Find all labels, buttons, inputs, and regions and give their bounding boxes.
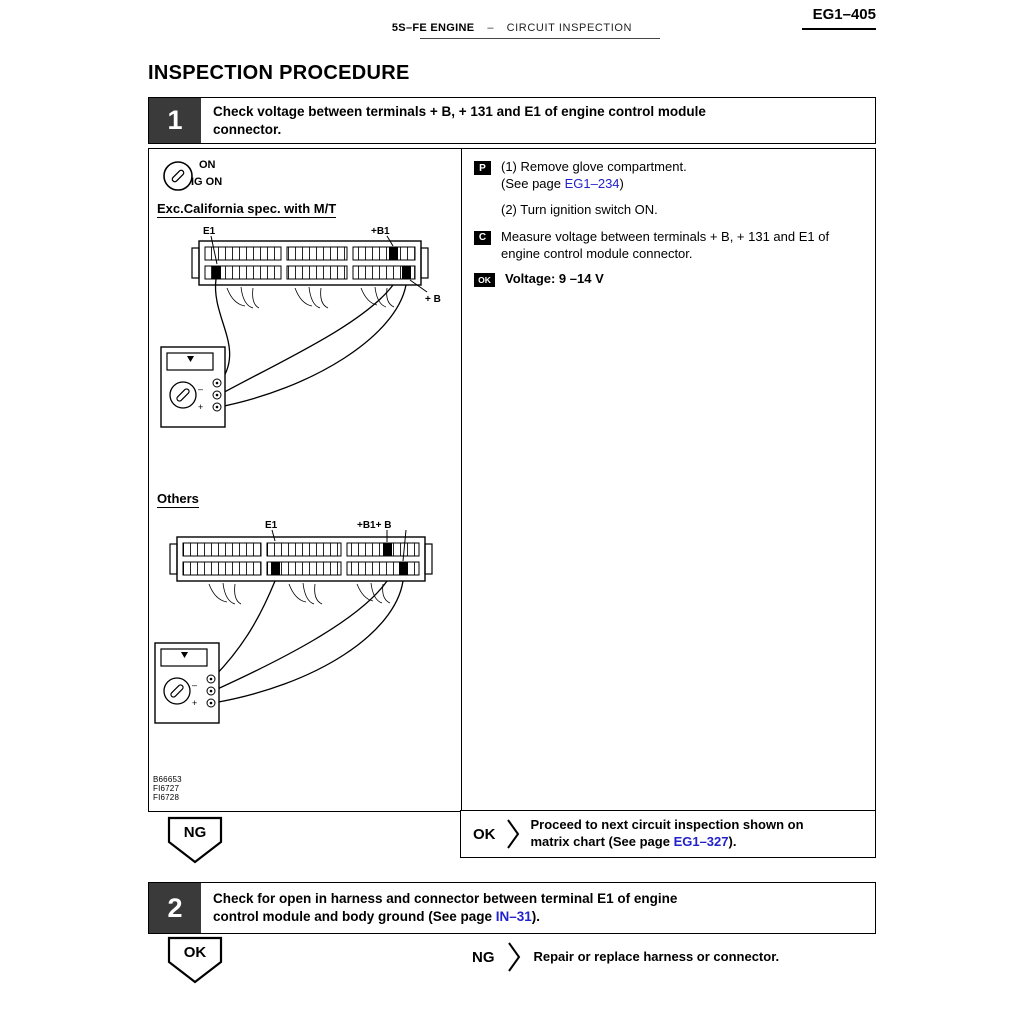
- ok-result-text: [531, 817, 841, 851]
- ok-result-box: [460, 810, 876, 858]
- check-badge: C: [474, 231, 491, 245]
- meter-minus-mark: –: [192, 680, 198, 690]
- diagram2-label-e1: E1: [265, 520, 278, 531]
- diagram2-label-b1-b: +B1+ B: [357, 520, 392, 531]
- step2-number-tile: 2: [149, 883, 201, 933]
- ok-spec-row: [474, 271, 863, 288]
- instruction-2: (2) Turn ignition switch ON.: [501, 201, 658, 217]
- see-page-link-eg1-234[interactable]: EG1–234: [564, 175, 620, 191]
- diagram1-label-e1: E1: [203, 226, 216, 237]
- harness-squiggles: [227, 287, 394, 308]
- ok-result-suffix: ).: [728, 834, 737, 849]
- ok-result-label: OK: [473, 825, 496, 843]
- ignition-on-label: ON: [199, 159, 216, 171]
- harness-squiggles: [209, 583, 390, 604]
- step2-header-box: [148, 882, 876, 934]
- diagram1-label-b: + B: [425, 294, 441, 305]
- step1-main-box: [148, 148, 876, 812]
- diagram1-label-b1: +B1: [371, 226, 390, 237]
- running-head-dash: –: [487, 22, 494, 34]
- result-chevron-icon: [506, 817, 521, 851]
- ng-arrow: [166, 816, 224, 864]
- result-chevron-icon: [507, 940, 522, 974]
- meter-plus-mark: +: [192, 698, 198, 708]
- step2-heading: [213, 883, 683, 926]
- ignition-ig-on-label: IG ON: [191, 176, 223, 188]
- connector-diagram-others: [149, 515, 461, 729]
- diagram-column: [149, 149, 461, 811]
- connector-strip: [192, 241, 428, 285]
- running-head-section: CIRCUIT INSPECTION: [506, 22, 633, 34]
- meter-plus-mark: +: [198, 402, 204, 412]
- running-head: [0, 22, 1024, 34]
- step1-heading: Check voltage between terminals + B, + 131 and E1 of engine control module connector.: [213, 104, 706, 138]
- ng-result-row: [460, 940, 876, 974]
- connector-diagram-exc-california: [149, 221, 461, 437]
- instruction-1: (1) Remove glove compartment.: [501, 159, 687, 174]
- figure-code: FI6728: [153, 793, 180, 802]
- voltage-spec: Voltage: 9 –14 V: [505, 271, 604, 287]
- step2-heading-suffix: ).: [531, 909, 541, 925]
- see-page-link-eg1-327[interactable]: EG1–327: [673, 834, 729, 849]
- ok-result-prefix: Proceed to next circuit inspection shown on matrix chart (See page: [530, 817, 804, 849]
- check-step-row: [474, 229, 863, 263]
- step2-heading-prefix: Check for open in harness and connector between terminal E1 of engine control module and body ground (See page: [213, 891, 678, 925]
- ng-result-label: NG: [472, 948, 495, 966]
- check-instruction: Measure voltage between terminals + B, + 131 and E1 of engine control module connector.: [501, 228, 830, 261]
- see-page-line: [501, 176, 863, 193]
- ng-arrow-label: NG: [183, 824, 207, 841]
- running-head-rule: [420, 38, 660, 39]
- ng-result-text: Repair or replace harness or connector.: [533, 948, 780, 964]
- see-page-prefix: (See page: [501, 175, 565, 191]
- instruction-column: [461, 149, 875, 811]
- see-page-suffix: ): [619, 175, 624, 191]
- figure-code: FI6727: [153, 784, 180, 793]
- page-title: INSPECTION PROCEDURE: [148, 62, 410, 84]
- ok-badge: OK: [474, 273, 495, 287]
- prepare-badge: P: [474, 161, 491, 175]
- ok-arrow: [166, 936, 224, 984]
- running-head-engine: 5S–FE ENGINE: [391, 22, 475, 34]
- step1-header-box: [148, 97, 876, 144]
- step1-number-tile: 1: [149, 98, 201, 143]
- meter-minus-mark: –: [198, 384, 204, 394]
- page-code: EG1–405: [812, 6, 876, 23]
- connector-strip: [170, 537, 432, 581]
- figure-code: B66653: [153, 775, 182, 784]
- multimeter-icon: [161, 347, 225, 427]
- prepare-step-row: [474, 159, 863, 176]
- ok-arrow-label: OK: [183, 944, 207, 961]
- diagram1-title: Exc.California spec. with M/T: [157, 201, 337, 216]
- see-page-link-in-31[interactable]: IN–31: [495, 909, 532, 925]
- multimeter-icon: [155, 643, 219, 723]
- figure-codes: [153, 775, 182, 802]
- diagram2-title: Others: [157, 491, 199, 506]
